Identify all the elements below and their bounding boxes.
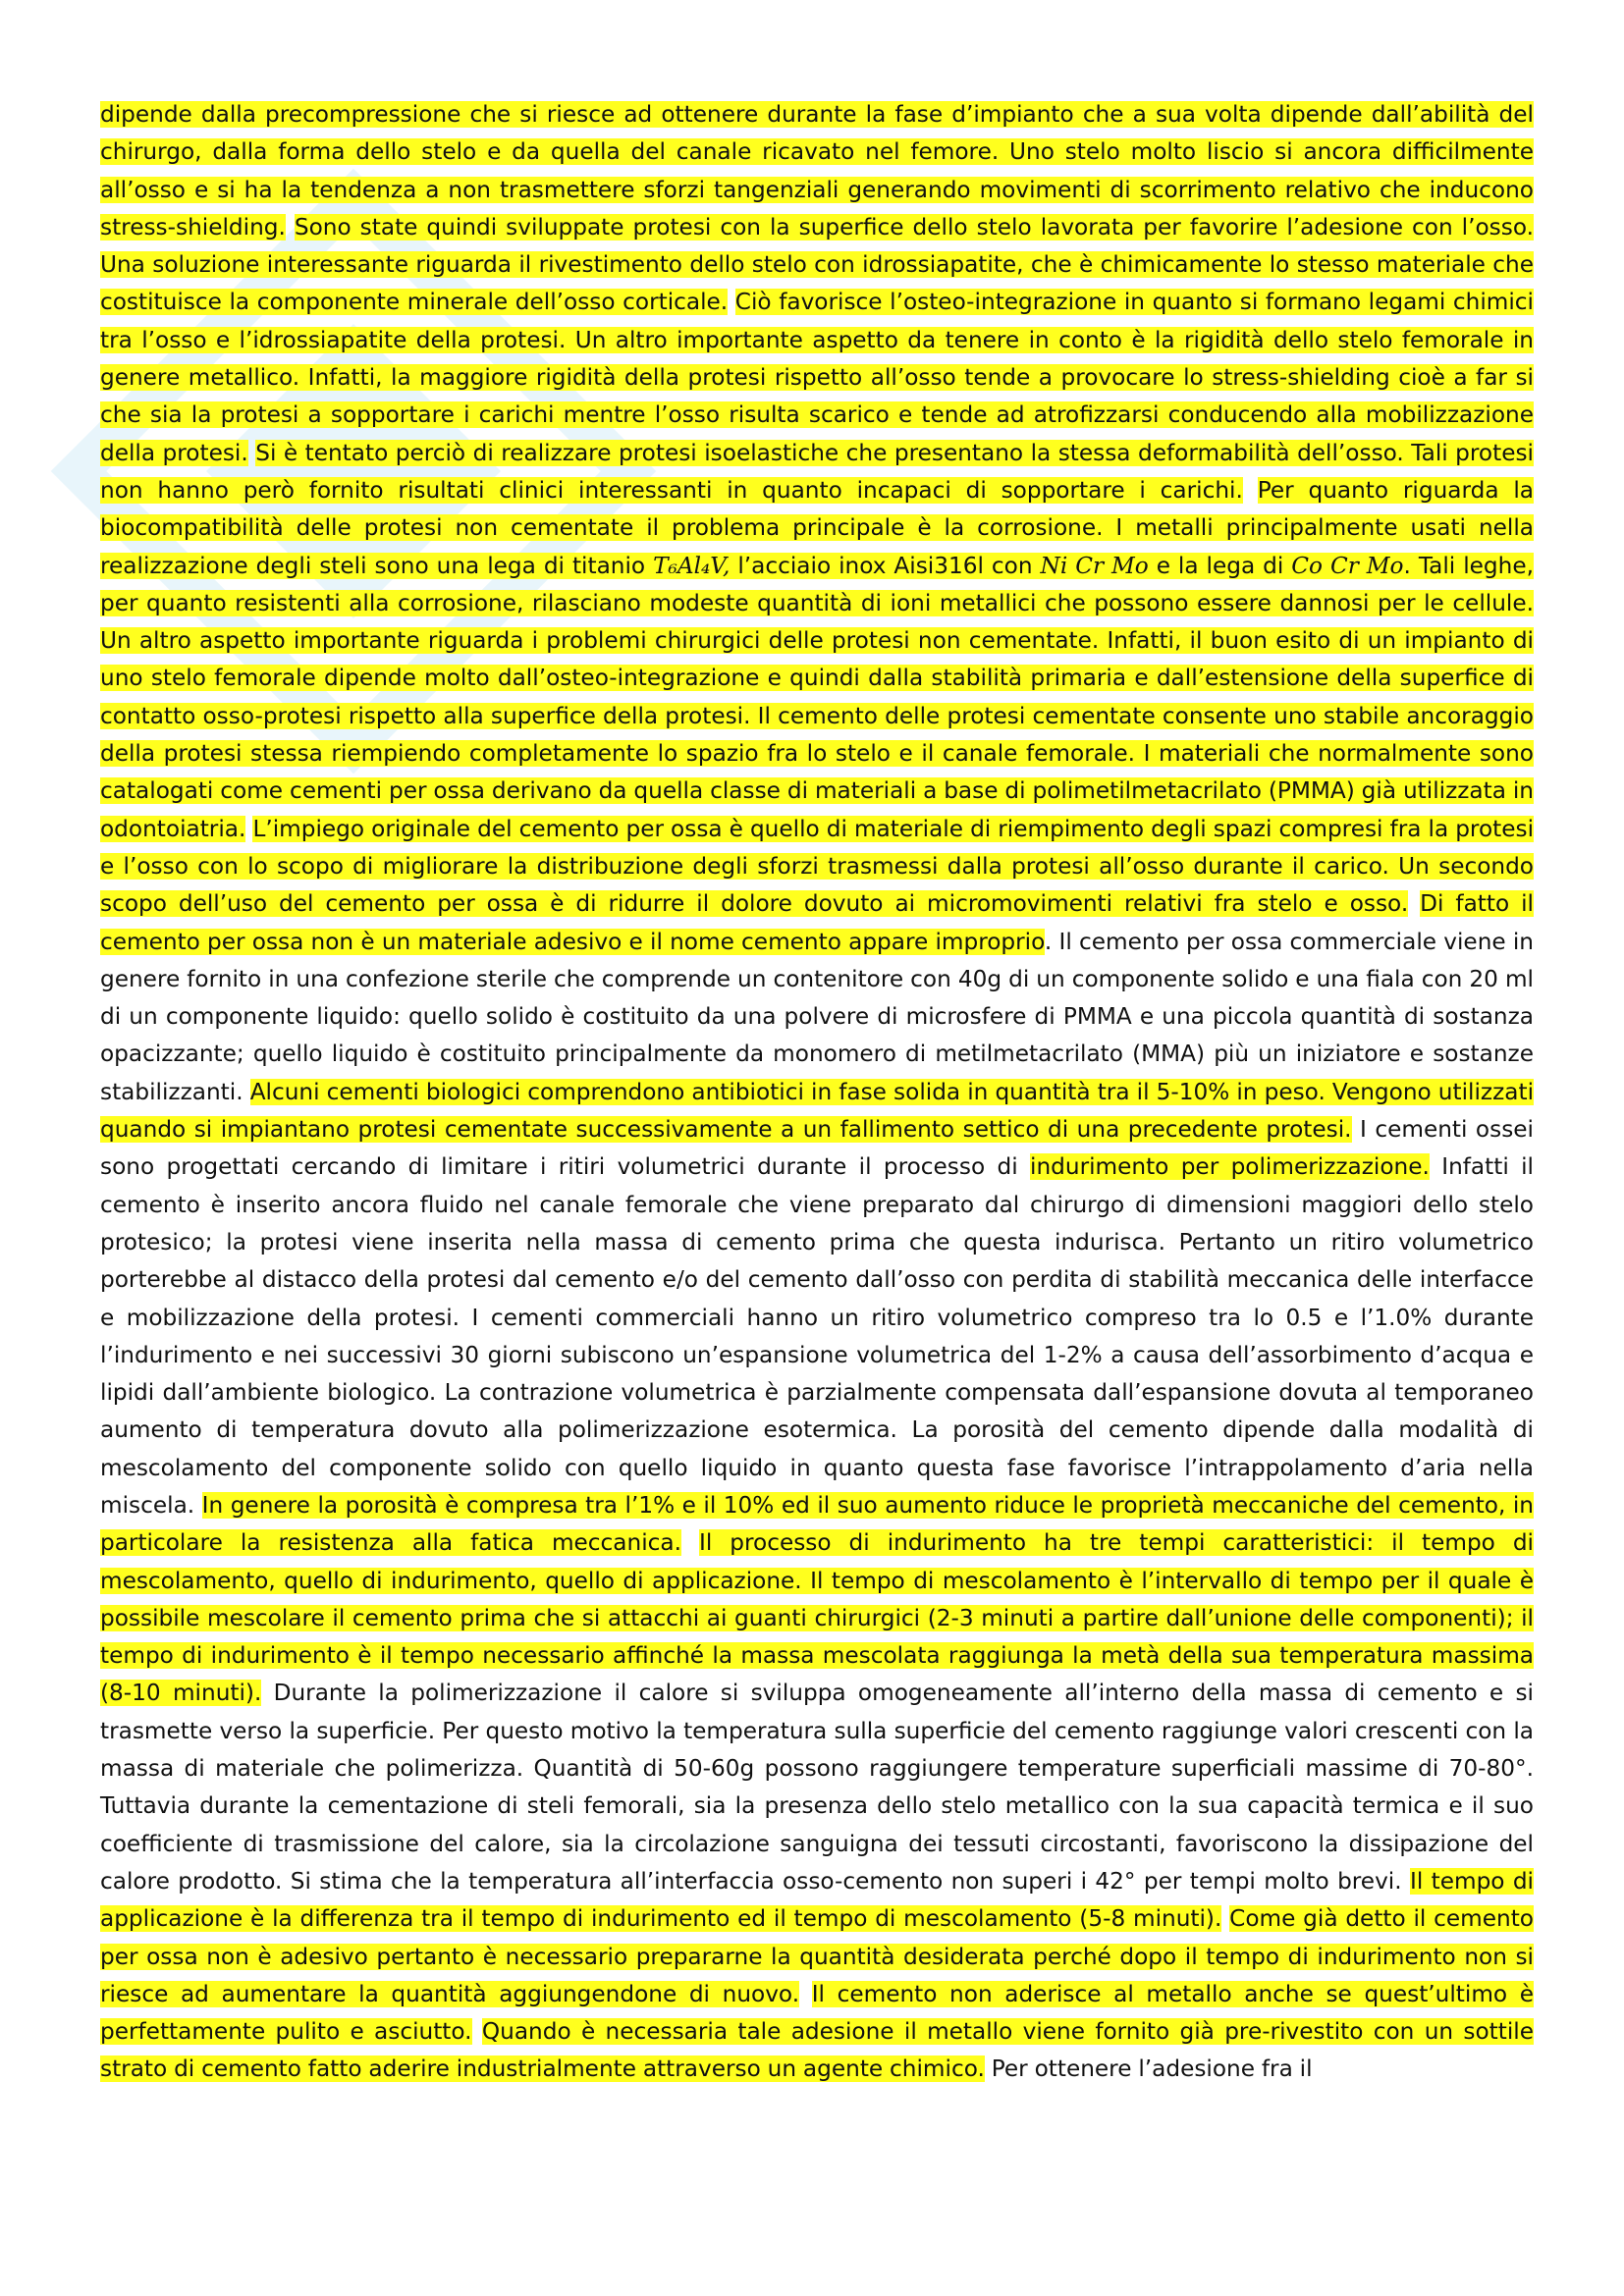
highlighted-text: Sono state quindi sviluppate protesi con la superfice dello stelo lavorata per favorire l’adesione con l’osso. Una soluzione interessante riguarda il rivestimento dello stelo con idrossiapatite, che è chimicamente lo stesso materiale che costituisce la componente minerale dell’osso corticale.	[100, 213, 1534, 316]
highlighted-text: L’impiego originale del cemento per ossa è quello di materiale di riempimento degli spazi compresi fra la protesi e l’osso con lo scopo di migliorare la distribuzione degli sforzi trasmessi dalla protesi all’osso durante il carico. Un secondo scopo dell’uso del cemento per ossa è di ridurre il dolore dovuto ai micromovimenti relativi fra stelo e osso.	[100, 815, 1535, 918]
highlighted-text: Come già detto il cemento per ossa non è adesivo pertanto è necessario prepararne la quantità desiderata perché dopo il tempo di indurimento non si riesce ad aumentare la quantità aggiungendone di nuovo.	[100, 1905, 1534, 2007]
highlighted-text: Il tempo di applicazione è la differenza tra il tempo di indurimento ed il tempo di mescolamento (5-8 minuti).	[100, 1867, 1534, 1933]
text-run	[799, 1981, 812, 2007]
text-run	[472, 2018, 482, 2045]
formula-text: T₆Al₄V,	[653, 552, 731, 579]
text-run	[728, 289, 735, 315]
highlighted-text: Per quanto riguarda la biocompatibilità delle protesi non cementate il problema principale è la corrosione. I metalli principalmente usati nella realizzazione degli steli sono una lega di titanio	[100, 476, 1535, 579]
text-run	[1243, 477, 1258, 504]
text-run	[1221, 1905, 1229, 1932]
highlighted-text: In genere la porosità è compresa tra l’1% e il 10% ed il suo aumento riduce le proprietà meccaniche del cemento, in particolare la resistenza alla fatica meccanica.	[100, 1491, 1534, 1557]
formula-text: Co Cr Mo	[1291, 552, 1404, 579]
highlighted-text: dipende dalla precompressione che si riesce ad ottenere durante la fase d’impianto che a sua volta dipende dall’abilità del chirurgo, dalla forma dello stelo e da quella del canale ricavato nel femore. Uno stelo molto liscio si ancora difficilmente all’osso e si ha la tendenza a non trasmettere sforzi tangenziali generando movimenti di scorrimento relativo che inducono stress-shielding.	[100, 101, 1534, 240]
text-run: Infatti il cemento è inserito ancora fluido nel canale femorale che viene preparato dal chirurgo di dimensioni maggiori dello stelo protesico; la protesi viene inserita nella massa di cemento prima che questa indurisca. Pertanto un ritiro volumetrico porterebbe al distacco della protesi dal cemento e/o del cemento dall’osso con perdita di stabilità meccanica delle interfacce e mobilizzazione della protesi. I cementi commerciali hanno un ritiro volumetrico compreso tra lo 0.5 e l’1.0% durante l’indurimento e nei successivi 30 giorni subiscono un’espansione volumetrica del 1-2% a causa dell’assorbimento d’acqua e lipidi dall’ambiente biologico. La contrazione volumetrica è parzialmente compensata dall’espansione dovuta al temporaneo aumento di temperatura dovuto alla polimerizzazione esotermica. La porosità del cemento dipende dalla modalità di mescolamento del componente solido con quello liquido in quanto questa fase favorisce l’intrappolamento d’aria nella miscela.	[100, 1153, 1534, 1519]
formula-text: Ni Cr Mo	[1040, 552, 1149, 579]
highlighted-text: e la lega di	[1148, 552, 1292, 579]
highlighted-text: Un altro aspetto importante riguarda i problemi chirurgici delle protesi non cementate. Infatti, il buon esito di un impianto di uno stelo femorale dipende molto dall’osteo-integrazione e quindi dalla stabilità primaria e dall’estensione della superfice di contatto osso-protesi rispetto alla superfice della protesi. Il cemento delle protesi cementate consente uno stabile ancoraggio della protesi stessa riempiendo completamente lo spazio fra lo stelo e il canale femorale. I materiali che normalmente sono catalogati come cementi per ossa derivano da quella classe di materiali a base di polimetilmetacrilato (PMMA) già utilizzata in odontoiatria.	[100, 627, 1534, 842]
highlighted-text: Alcuni cementi biologici comprendono antibiotici in fase solida in quantità tra il 5-10% in peso. Vengono utilizzati quando si impiantano protesi cementate successivamente a un fallimento settico di una precedente protesi.	[100, 1078, 1535, 1144]
highlighted-text: Quando è necessaria tale adesione il metallo viene fornito già pre-rivestito con un sottile strato di cemento fatto aderire industrialmente attraverso un agente chimico.	[100, 2018, 1534, 2083]
highlighted-text: indurimento per polimerizzazione.	[1030, 1153, 1430, 1181]
text-run	[681, 1529, 699, 1556]
highlighted-text: Di fatto il cemento per ossa non è un materiale adesivo e il nome cemento appare improprio	[100, 890, 1535, 955]
text-run	[286, 214, 295, 240]
highlighted-text: Il processo di indurimento ha tre tempi caratteristici: il tempo di mescolamento, quello di indurimento, quello di applicazione. Il tempo di mescolamento è l’intervallo di tempo per il quale è possibile mescolare il cemento prima che si attacchi ai guanti chirurgici (2-3 minuti a partire dall’unione delle componenti); il tempo di indurimento è il tempo necessario affinché la massa mescolata raggiunga la metà della sua temperatura massima (8-10 minuti).	[100, 1529, 1535, 1707]
highlighted-text: l’acciaio inox Aisi316l con	[730, 552, 1041, 579]
text-run: . Il cemento per ossa commerciale viene in genere fornito in una confezione sterile che comprende un contenitore con 40g di un componente solido e una fiala con 20 ml di un componente liquido: quello solido è costituito da una polvere di microsfere di PMMA e una piccola quantità di sostanza opacizzante; quello liquido è costituito principalmente da monomero di metilmetacrilato (MMA) più un iniziatore e sostanze stabilizzanti.	[100, 928, 1535, 1105]
text-run: Per ottenere l’adesione fra il	[984, 2056, 1313, 2083]
text-run: Durante la polimerizzazione il calore si sviluppa omogeneamente all’interno della massa di cemento e si trasmette verso la superficie. Per questo motivo la temperatura sulla superficie del cemento raggiunge valori crescenti con la massa di materiale che polimerizza. Quantità di 50-60g possono raggiungere temperature superficiali massime di 70-80°. Tuttavia durante la cementazione di steli femorali, sia la presenza dello stelo metallico con la sua capacità termica e il suo coefficiente di trasmissione del calore, sia la circolazione sanguigna dei tessuti circostanti, favoriscono la dissipazione del calore prodotto. Si stima che la temperatura all’interfaccia osso-cemento non superi i 42° per tempi molto brevi.	[100, 1680, 1534, 1895]
text-run	[1408, 890, 1420, 917]
highlighted-text: Ciò favorisce l’osteo-integrazione in quanto si formano legami chimici tra l’osso e l’idrossiapatite della protesi. Un altro importante aspetto da tenere in conto è la rigidità dello stelo femorale in genere metallico. Infatti, la maggiore rigidità della protesi rispetto all’osso tende a provocare lo stress-shielding cioè a far si che sia la protesi a sopportare i carichi mentre l’osso risulta scarico e tende ad atrofizzarsi conducendo alla mobilizzazione della protesi.	[100, 289, 1535, 466]
highlighted-text: . Tali leghe, per quanto resistenti alla corrosione, rilasciano modeste quantità di ioni metallici che possono essere dannosi per le cellule.	[100, 552, 1534, 616]
highlighted-text: Si è tentato perciò di realizzare protesi isoelastiche che presentano la stessa deformabilità dell’osso. Tali protesi non hanno però fornito risultati clinici interessanti in quanto incapaci di sopportare i carichi.	[100, 439, 1534, 504]
document-body	[100, 96, 1534, 2089]
highlighted-text: Il cemento non aderisce al metallo anche se quest’ultimo è perfettamente pulito e asciutto.	[100, 1980, 1534, 2046]
text-run: I cementi ossei sono progettati cercando di limitare i ritiri volumetrici durante il processo di	[100, 1116, 1534, 1181]
